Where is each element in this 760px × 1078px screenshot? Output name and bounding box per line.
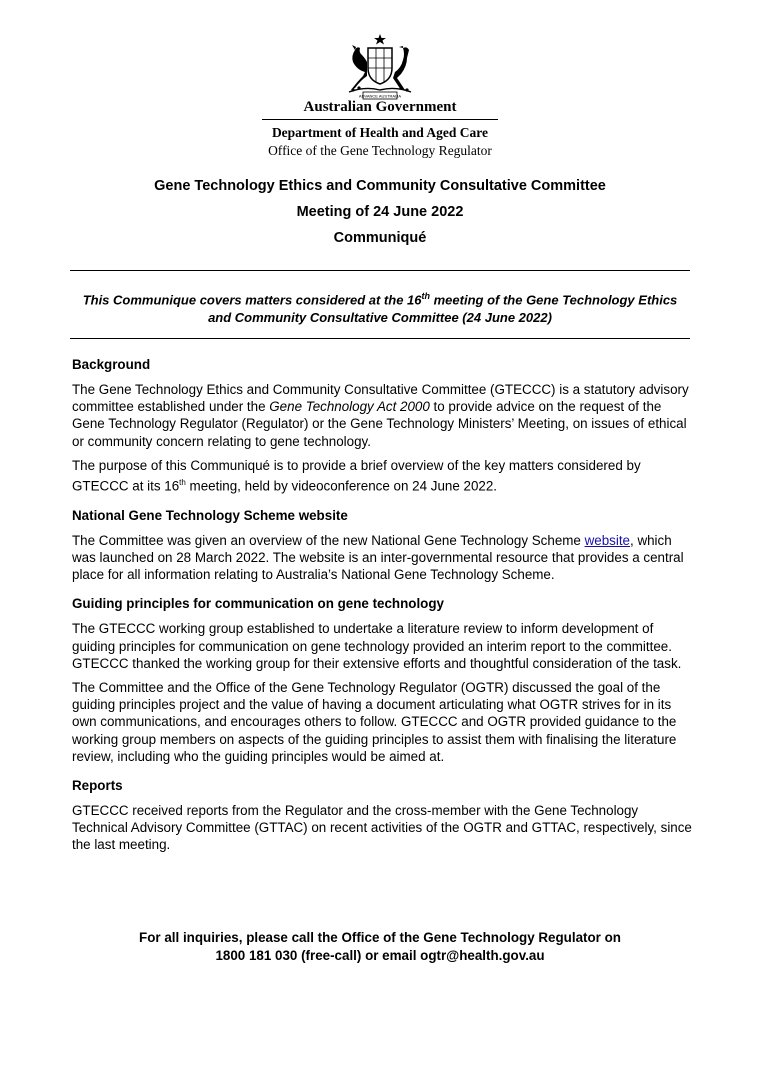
meeting-title: Meeting of 24 June 2022 xyxy=(296,204,464,220)
paragraph: The GTECCC working group established to undertake a literature review to inform development of guiding principles for communication on gene technology provided an interim report to the committee. GTECCC thanked the working group for their extensive efforts and thoughtful consideration of the task. xyxy=(72,621,682,671)
contact-footer xyxy=(0,929,760,965)
government-title: Australian Government xyxy=(303,99,457,115)
section-heading: Guiding principles for communication on gene technology xyxy=(72,596,444,612)
intro-statement: This Communique covers matters considered at the 16th meeting of the Gene Technology Ethics and Community Consultative Committee (24 June 2022) xyxy=(82,291,678,326)
svg-text:ADVANCE AUSTRALIA: ADVANCE AUSTRALIA xyxy=(358,93,402,99)
reports-section xyxy=(72,777,692,854)
header-divider xyxy=(262,119,498,120)
paragraph: The Gene Technology Ethics and Community Consultative Committee (GTECCC) is a statutory advisory committee established under the Gene Technology Act 2000 to provide advice on the request of the Gene Technology Regulator (Regulator) or the Gene Technology Ministers’ Meeting, on issues of ethical or community concern relating to gene technology. xyxy=(72,382,689,449)
footer-line: For all inquiries, please call the Office of the Gene Technology Regulator on xyxy=(139,930,621,945)
communique-title: Communiqué xyxy=(333,230,427,246)
paragraph: The purpose of this Communiqué is to provide a brief overview of the key matters considered by GTECCC at its 16th meeting, held by videoconference on 24 June 2022. xyxy=(72,457,641,494)
footer-line: 1800 181 030 (free-call) or email ogtr@health.gov.au xyxy=(215,948,545,963)
paragraph: The Committee was given an overview of the new National Gene Technology Scheme website, which was launched on 28 March 2022. The website is an inter-governmental resource that provides a central place for all information relating to Australia’s National Gene Technology Scheme. xyxy=(72,532,684,583)
section-heading: Reports xyxy=(72,777,123,793)
section-heading: National Gene Technology Scheme website xyxy=(72,507,348,523)
section-heading: Background xyxy=(72,357,151,372)
paragraph: GTECCC received reports from the Regulator and the cross-member with the Gene Technology Technical Advisory Committee (GTTAC) on recent activities of the OGTR and GTTAC, respectively, since the last meeting. xyxy=(72,802,692,853)
top-divider xyxy=(70,270,690,271)
committee-title: Gene Technology Ethics and Community Consultative Committee xyxy=(154,178,606,194)
guiding-principles-section xyxy=(72,595,692,765)
office-name: Office of the Gene Technology Regulator xyxy=(268,143,492,158)
website-link[interactable]: website xyxy=(584,532,630,548)
bottom-divider xyxy=(70,338,690,339)
communique-body xyxy=(72,356,692,866)
website-section xyxy=(72,507,692,584)
paragraph: The Committee and the Office of the Gene Technology Regulator (OGTR) discussed the goal of the guiding principles project and the value of having a document articulating what OGTR strives for in its own communications, and encourages others to follow. GTECCC and OGTR provided guidance to the working group members on aspects of the guiding principles to assist them with finalising the literature review, including who the guiding principles would be aimed at. xyxy=(72,679,677,764)
department-name: Department of Health and Aged Care xyxy=(271,125,489,140)
coat-of-arms-icon xyxy=(335,32,425,104)
background-section xyxy=(72,356,692,495)
